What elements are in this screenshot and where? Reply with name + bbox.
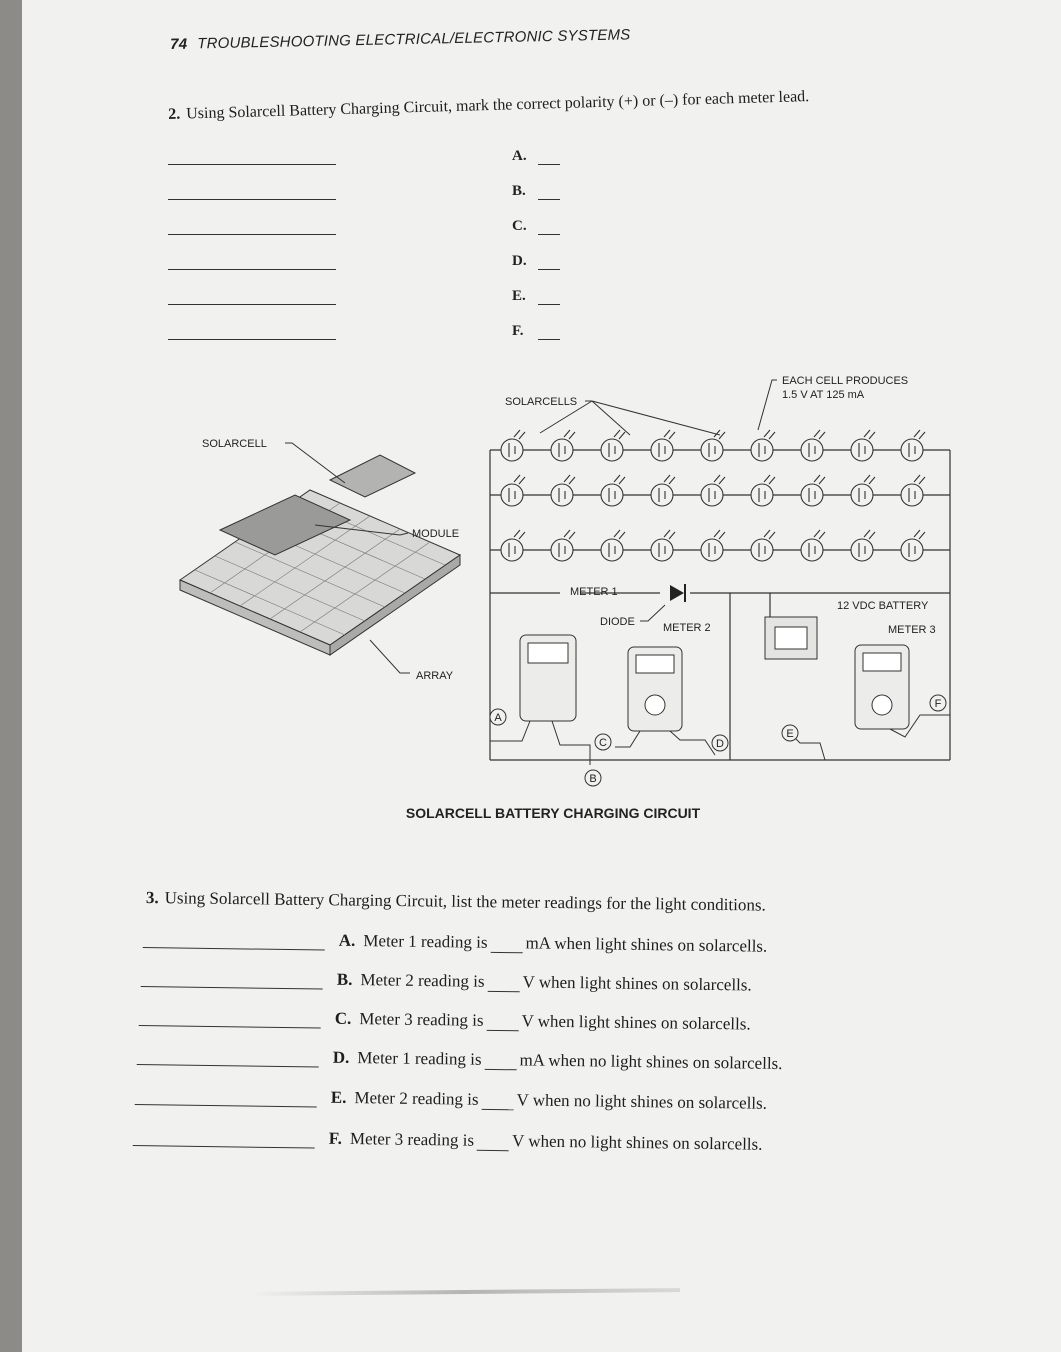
solar-cell-symbol	[901, 484, 923, 506]
reading-letter: D.	[332, 1047, 350, 1067]
reading-pre: Meter 2 reading is	[360, 970, 485, 991]
answer-row-f	[168, 323, 560, 343]
reading-blank[interactable]	[487, 979, 519, 992]
reading-blank[interactable]	[484, 1057, 516, 1070]
reading-letter: A.	[338, 930, 356, 950]
array-leader	[370, 640, 410, 673]
answer-line[interactable]	[168, 290, 336, 305]
answer-line[interactable]	[143, 933, 325, 951]
answer-row-a	[168, 148, 560, 168]
light-arrow-icon	[814, 430, 825, 439]
answer-letter: D.	[512, 253, 527, 269]
answer-line[interactable]	[168, 255, 336, 270]
light-arrow-icon	[864, 430, 875, 439]
reading-post: V when light shines on solarcells.	[521, 1011, 751, 1034]
light-arrow-icon	[514, 430, 525, 439]
meter2-dial	[645, 695, 665, 715]
solarcell-array-cells	[501, 430, 925, 561]
light-arrow-icon	[614, 475, 625, 484]
solarcell-label: SOLARCELL	[202, 438, 267, 450]
solar-cell-symbol	[501, 484, 523, 506]
light-arrow-icon	[764, 530, 775, 539]
solar-cell-symbol	[801, 439, 823, 461]
light-arrow-icon	[814, 530, 825, 539]
answer-row-c	[168, 218, 560, 238]
reading-blank[interactable]	[486, 1018, 518, 1031]
light-arrow-icon	[864, 475, 875, 484]
answer-row-e	[168, 288, 560, 308]
reading-post: V when light shines on solarcells.	[522, 972, 752, 995]
answer-line[interactable]	[168, 325, 336, 340]
point-e-label: E	[786, 728, 794, 740]
reading-pre: Meter 1 reading is	[357, 1048, 482, 1069]
answer-line[interactable]	[139, 1011, 321, 1029]
light-arrow-icon	[914, 475, 925, 484]
reading-post: mA when no light shines on solarcells.	[519, 1050, 783, 1074]
meters	[520, 635, 909, 731]
solar-cell-symbol	[801, 484, 823, 506]
light-arrow-icon	[714, 530, 725, 539]
answer-letter: F.	[512, 323, 524, 339]
reading-post: V when no light shines on solarcells.	[511, 1131, 763, 1154]
light-arrow-icon	[514, 530, 525, 539]
answer-letter: B.	[512, 183, 526, 199]
reading-blank[interactable]	[477, 1138, 509, 1151]
light-arrow-icon	[764, 430, 775, 439]
reading-letter: E.	[330, 1087, 347, 1107]
point-d-label: D	[716, 738, 724, 750]
polarity-blank[interactable]	[538, 187, 560, 200]
solarcells-label: SOLARCELLS	[505, 396, 578, 408]
solar-cell-symbol	[601, 484, 623, 506]
each-cell-label-line1: EACH CELL PRODUCES	[782, 375, 909, 387]
light-arrow-icon	[914, 430, 925, 439]
solar-cell-symbol	[801, 539, 823, 561]
solar-cell-symbol	[551, 484, 573, 506]
reading-blank[interactable]	[481, 1097, 513, 1110]
diode-symbol	[670, 585, 684, 601]
question-3-text: Using Solarcell Battery Charging Circuit, list the meter readings for the light conditions.	[164, 888, 766, 915]
reading-blank[interactable]	[490, 940, 522, 953]
each-cell-leader	[758, 380, 777, 430]
module-label: MODULE	[412, 528, 460, 540]
solar-cell-symbol	[651, 484, 673, 506]
polarity-blank[interactable]	[538, 292, 560, 305]
solar-cell-symbol	[601, 439, 623, 461]
meter2-display	[636, 655, 674, 673]
answer-line[interactable]	[137, 1050, 319, 1068]
answer-line[interactable]	[135, 1090, 317, 1108]
solar-cell-symbol	[751, 484, 773, 506]
point-c-label: C	[599, 737, 607, 749]
light-arrow-icon	[564, 530, 575, 539]
answer-line[interactable]	[168, 185, 336, 200]
each-cell-label-line2: 1.5 V AT 125 mA	[782, 389, 865, 401]
solar-cell-symbol	[651, 539, 673, 561]
light-arrow-icon	[664, 530, 675, 539]
answer-line[interactable]	[168, 150, 336, 165]
meter1-label: METER 1	[570, 586, 618, 598]
solar-cell-symbol	[601, 539, 623, 561]
solar-cell-symbol	[701, 439, 723, 461]
solar-cell-symbol	[851, 539, 873, 561]
answer-letter: C.	[512, 218, 527, 234]
solar-cell-symbol	[651, 439, 673, 461]
answer-line[interactable]	[141, 972, 323, 990]
meter3-label: METER 3	[888, 624, 936, 636]
reading-pre: Meter 3 reading is	[359, 1009, 484, 1030]
page-number: 74	[170, 35, 188, 53]
light-arrow-icon	[564, 430, 575, 439]
array-label: ARRAY	[416, 670, 454, 682]
light-arrow-icon	[864, 530, 875, 539]
diode-label: DIODE	[600, 616, 635, 628]
polarity-blank[interactable]	[538, 327, 560, 340]
solar-cell-symbol	[751, 539, 773, 561]
light-arrow-icon	[664, 430, 675, 439]
running-title: TROUBLESHOOTING ELECTRICAL/ELECTRONIC SYSTEMS	[197, 26, 631, 53]
light-arrow-icon	[814, 475, 825, 484]
answer-letter: E.	[512, 288, 526, 304]
light-arrow-icon	[614, 430, 625, 439]
reading-pre: Meter 2 reading is	[354, 1088, 479, 1109]
reading-post: V when no light shines on solarcells.	[516, 1090, 768, 1113]
solar-cell-symbol	[901, 439, 923, 461]
meter1-display	[528, 643, 568, 663]
reading-letter: C.	[334, 1008, 352, 1028]
light-arrow-icon	[614, 530, 625, 539]
point-b-label: B	[589, 773, 597, 785]
light-arrow-icon	[714, 475, 725, 484]
polarity-blank[interactable]	[538, 152, 560, 165]
reading-post: mA when light shines on solarcells.	[525, 933, 768, 956]
answer-line[interactable]	[168, 220, 336, 235]
question-2-number: 2.	[168, 105, 181, 123]
answer-line[interactable]	[133, 1131, 315, 1149]
point-a-label: A	[494, 712, 502, 724]
battery-label-plate	[775, 627, 807, 649]
meter3-dial	[872, 695, 892, 715]
solar-cell-symbol	[751, 439, 773, 461]
battery-label: 12 VDC BATTERY	[837, 600, 929, 612]
solar-cell-symbol	[501, 439, 523, 461]
question-2-text: Using Solarcell Battery Charging Circuit, mark the correct polarity (+) or (–) for each meter lead.	[185, 88, 810, 123]
meter2-label: METER 2	[663, 622, 711, 634]
solar-cell-symbol	[851, 484, 873, 506]
answer-row-d	[168, 253, 560, 273]
reading-letter: B.	[336, 969, 353, 989]
solar-cell-symbol	[551, 539, 573, 561]
solar-cell-symbol	[501, 539, 523, 561]
solar-cell-symbol	[701, 484, 723, 506]
diode-leader	[640, 605, 665, 621]
diagram-caption: SOLARCELL BATTERY CHARGING CIRCUIT	[405, 805, 701, 821]
reading-letter: F.	[328, 1128, 343, 1148]
light-arrow-icon	[664, 475, 675, 484]
meter3-display	[863, 653, 901, 671]
reading-pre: Meter 1 reading is	[363, 931, 488, 952]
light-arrow-icon	[514, 475, 525, 484]
reading-pre: Meter 3 reading is	[349, 1129, 475, 1150]
light-arrow-icon	[914, 530, 925, 539]
solarcell-circuit-diagram	[160, 355, 980, 835]
single-solarcell	[330, 455, 415, 497]
solar-cell-symbol	[701, 539, 723, 561]
solar-cell-symbol	[901, 539, 923, 561]
polarity-blank[interactable]	[538, 257, 560, 270]
light-arrow-icon	[564, 475, 575, 484]
question-3-number: 3.	[145, 888, 159, 908]
answer-row-b	[168, 183, 560, 203]
point-f-label: F	[934, 698, 942, 710]
answer-letter: A.	[512, 148, 527, 164]
polarity-blank[interactable]	[538, 222, 560, 235]
solar-cell-symbol	[551, 439, 573, 461]
solar-cell-symbol	[851, 439, 873, 461]
light-arrow-icon	[764, 475, 775, 484]
